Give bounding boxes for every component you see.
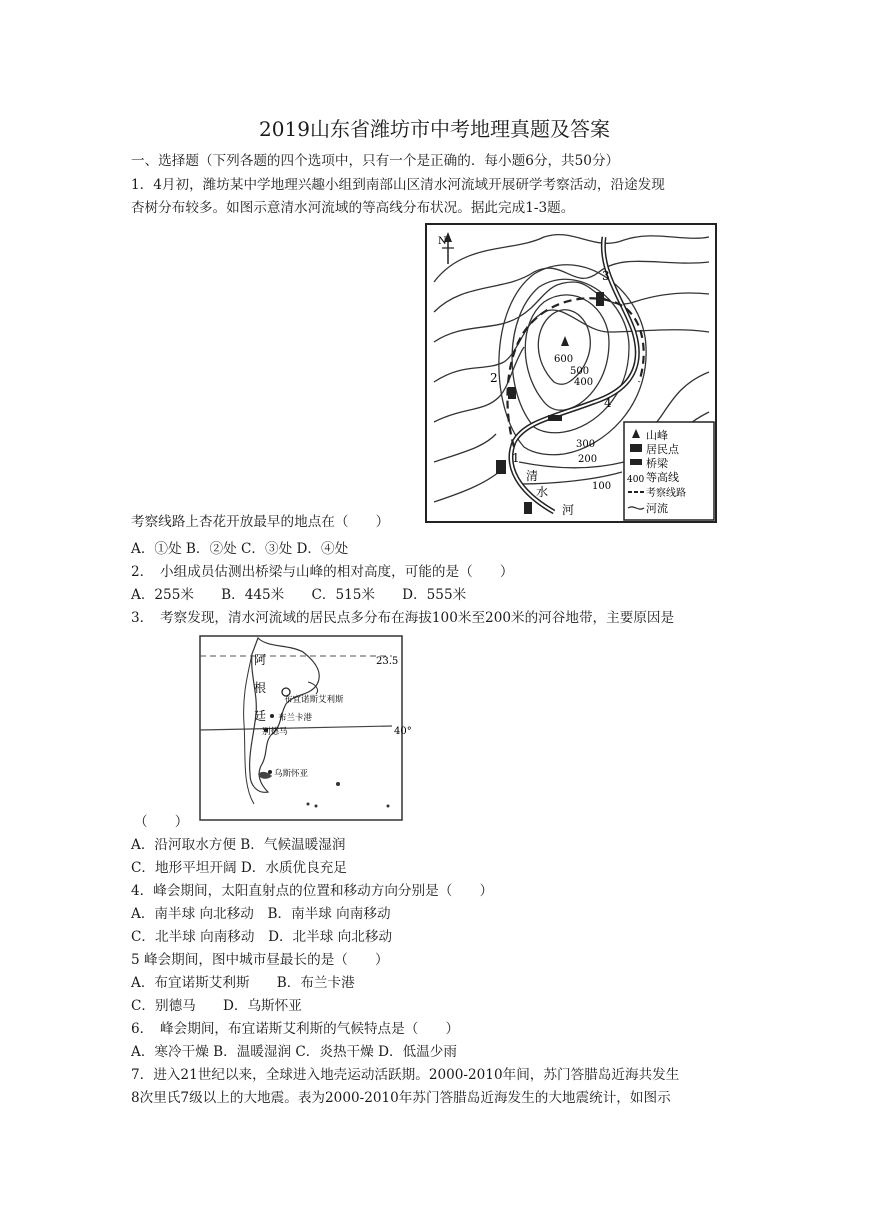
city-marker-icon [270,714,274,718]
elev-400-label: 400 [574,377,594,388]
country-char-1: 阿 [254,653,267,667]
q2-options: A．255米 B．445米 C．515米 D．555米 [131,587,467,603]
q6-options: A．寒冷干燥 B．温暖湿润 C．炎热干燥 D．低温少雨 [131,1044,457,1060]
contour-map [424,222,718,524]
settlement-icon [508,387,516,399]
section-heading: 一、选择题（下列各题的四个选项中，只有一个是正确的．每小题6分，共50分） [131,153,620,169]
q5-stem: 5 峰会期间，图中城市昼最长的是（ ） [131,952,389,968]
q7-line2: 8次里氏7级以上的大地震。表为2000-2010年苏门答腊岛近海发生的大地震统计，如图示 [131,1090,671,1106]
q4-options-line2: C．北半球 向南移动 D．北半球 向北移动 [131,929,393,945]
river-char-1: 清 [526,469,539,483]
q2-stem: 2． 小组成员估测出桥梁与山峰的相对高度，可能的是（ ） [131,564,514,580]
q5-options-line2: C．别德马 D．乌斯怀亚 [131,998,302,1014]
elev-600-label: 600 [554,354,574,365]
argentina-map [198,634,412,822]
q3-options-line2: C．地形平坦开阔 D．水质优良充足 [131,860,347,876]
point-3-label: 3 [602,269,610,283]
q6-stem: 6． 峰会期间，布宜诺斯艾利斯的气候特点是（ ） [131,1021,460,1037]
q7-line1: 7．进入21世纪以来，全球进入地壳运动活跃期。2000-2010年间，苏门答腊岛近海共发生 [131,1067,680,1083]
elev-300-label: 300 [576,439,596,450]
q3-stem: 3． 考察发现，清水河流域的居民点多分布在海拔100米至200米的河谷地带，主要原因是 [131,610,675,626]
q1-intro-line2: 杏树分布较多。如图示意清水河流域的等高线分布状况。据此完成1-3题。 [131,200,575,216]
settlement-icon [496,460,506,474]
svg-text:桥梁: 桥梁 [646,457,668,470]
point-1-label: 1 [512,451,520,465]
page-title: 2019山东省潍坊市中考地理真题及答案 [259,117,610,141]
north-label: N [438,236,447,247]
city-label-viedma: 别德马 [262,727,288,737]
country-char-2: 根 [254,681,267,695]
map-legend [624,422,714,520]
city-label-buenos-aires: 布宜诺斯艾利斯 [284,695,344,705]
q4-stem: 4．峰会期间，太阳直射点的位置和移动方向分别是（ ） [131,883,494,899]
svg-text:400: 400 [627,475,645,485]
lat-40-label: 40° [394,726,412,737]
country-char-3: 廷 [254,709,267,723]
lat-23-label: 23.5 [376,656,399,667]
bridge-icon [548,415,562,421]
settlement-icon [596,292,604,306]
city-label-bahia-blanca: 布兰卡港 [278,713,313,723]
svg-text:山峰: 山峰 [646,429,668,442]
city-label-ushuaia: 乌斯怀亚 [274,769,309,779]
q5-options-line1: A．布宜诺斯艾利斯 B．布兰卡港 [131,975,355,991]
svg-text:等高线: 等高线 [646,471,679,484]
river-char-2: 水 [536,485,549,499]
point-4-label: 4 [604,396,612,410]
svg-text:居民点: 居民点 [646,443,679,456]
q1-intro-line1: 1．4月初，潍坊某中学地理兴趣小组到南部山区清水河流域开展研学考察活动，沿途发现 [131,177,665,193]
point-2-label: 2 [490,371,498,385]
elev-100-label: 100 [592,481,612,492]
q3-options-line1: A．沿河取水方便 B．气候温暖湿润 [131,837,346,853]
q4-options-line1: A．南半球 向北移动 B．南半球 向南移动 [131,906,391,922]
q1-options: A．①处 B．②处 C．③处 D．④处 [131,541,349,557]
svg-text:河流: 河流 [646,502,668,515]
river-char-3: 河 [562,503,575,517]
svg-text:考察线路: 考察线路 [646,488,686,499]
q1-stem: 考察线路上杏花开放最早的地点在（ ） [131,514,390,530]
q3-blank: （ ） [134,814,189,830]
elev-500-label: 500 [570,366,590,377]
settlement-icon [524,502,532,514]
elev-200-label: 200 [578,454,598,465]
